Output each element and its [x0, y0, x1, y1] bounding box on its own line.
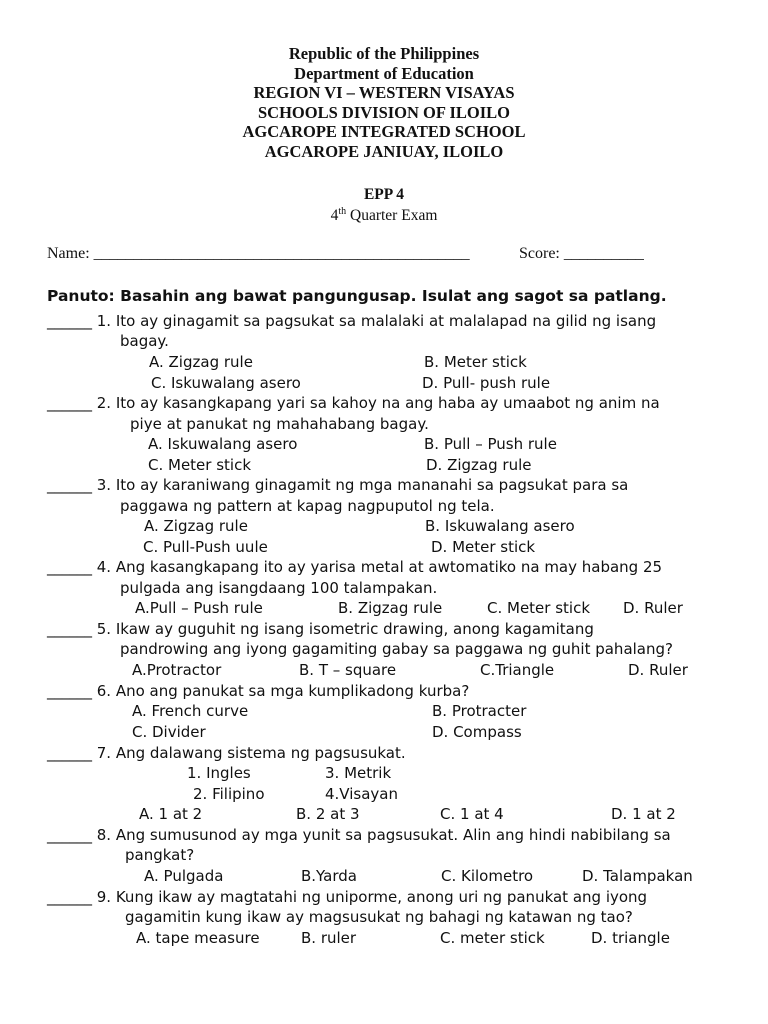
question-1-text-cont: bagay.: [120, 332, 169, 350]
exam-quarter: [0, 206, 768, 225]
question-8-option-a: A. Pulgada: [144, 867, 224, 885]
question-7-option-a: A. 1 at 2: [139, 805, 203, 823]
header-division: SCHOOLS DIVISION OF ILOILO: [258, 102, 510, 122]
question-4-option-a: A.Pull – Push rule: [135, 599, 263, 617]
question-7-choice-1: 1. Ingles: [187, 764, 251, 782]
question-3-text: ______ 3. Ito ay karaniwang ginagamit ng mga mananahi sa pagsukat para sa: [47, 476, 629, 494]
directions: Panuto: Basahin ang bawat pangungusap. Isulat ang sagot sa patlang.: [47, 287, 667, 305]
exam-subject: EPP 4: [363, 186, 405, 203]
question-7-option-c: C. 1 at 4: [440, 805, 504, 823]
quarter-number: 4: [330, 207, 339, 225]
question-5-option-c: C.Triangle: [480, 661, 555, 679]
question-7-choice-2: 2. Filipino: [193, 785, 265, 803]
question-8-option-b: B.Yarda: [301, 867, 357, 885]
question-6-text: ______ 6. Ano ang panukat sa mga kumplikadong kurba?: [47, 682, 470, 700]
question-2-option-a: A. Iskuwalang asero: [148, 435, 298, 453]
header-address: AGCAROPE JANIUAY, ILOILO: [264, 141, 504, 161]
question-2-text-cont: piye at panukat ng mahahabang bagay.: [130, 415, 429, 433]
question-1-option-b: B. Meter stick: [424, 353, 527, 371]
question-5-option-a: A.Protractor: [132, 661, 222, 679]
question-8-option-c: C. Kilometro: [441, 867, 534, 885]
question-3-option-d: D. Meter stick: [431, 538, 536, 556]
question-4-option-d: D. Ruler: [623, 599, 683, 617]
question-2-option-b: B. Pull – Push rule: [424, 435, 557, 453]
question-9-option-c: C. meter stick: [440, 929, 545, 947]
question-7-text: ______ 7. Ang dalawang sistema ng pagsusukat.: [47, 744, 406, 762]
question-8-option-d: D. Talampakan: [582, 867, 693, 885]
question-4-option-b: B. Zigzag rule: [338, 599, 443, 617]
question-8-text: ______ 8. Ang sumusunod ay mga yunit sa pagsusukat. Alin ang hindi nabibilang sa: [47, 826, 671, 844]
question-3-option-a: A. Zigzag rule: [144, 517, 248, 535]
header-school: AGCAROPE INTEGRATED SCHOOL: [242, 122, 526, 142]
question-3-option-c: C. Pull-Push uule: [143, 538, 268, 556]
header-republic: Republic of the Philippines: [288, 44, 480, 63]
question-7-option-b: B. 2 at 3: [296, 805, 360, 823]
question-2-option-d: D. Zigzag rule: [426, 456, 532, 474]
question-4-text: ______ 4. Ang kasangkapang ito ay yarisa metal at awtomatiko na may habang 25: [47, 558, 663, 576]
question-2-option-c: C. Meter stick: [148, 456, 252, 474]
question-6-option-d: D. Compass: [432, 723, 522, 741]
question-9-text-cont: gagamitin kung ikaw ay magsusukat ng bahagi ng katawan ng tao?: [125, 908, 633, 926]
header-region: REGION VI – WESTERN VISAYAS: [253, 83, 515, 103]
question-4-text-cont: pulgada ang isangdaang 100 talampakan.: [120, 579, 438, 597]
school-header: [0, 44, 768, 162]
question-1-text: ______ 1. Ito ay ginagamit sa pagsukat sa malalaki at malalapad na gilid ng isang: [47, 312, 657, 330]
question-1-option-a: A. Zigzag rule: [149, 353, 253, 371]
question-7-option-d: D. 1 at 2: [611, 805, 676, 823]
question-5-text: ______ 5. Ikaw ay guguhit ng isang isometric drawing, anong kagamitang: [47, 620, 594, 638]
question-4-option-c: C. Meter stick: [487, 599, 591, 617]
question-3-option-b: B. Iskuwalang asero: [425, 517, 575, 535]
question-9-option-d: D. triangle: [591, 929, 670, 947]
question-5-option-d: D. Ruler: [628, 661, 688, 679]
quarter-suffix: th: [338, 206, 347, 217]
question-1-option-c: C. Iskuwalang asero: [151, 374, 301, 392]
question-7-choice-3: 3. Metrik: [325, 764, 392, 782]
question-3-text-cont: paggawa ng pattern at kapag nagpuputol ng tela.: [120, 497, 495, 515]
question-9-text: ______ 9. Kung ikaw ay magtatahi ng uniporme, anong uri ng panukat ang iyong: [47, 888, 648, 906]
question-1-option-d: D. Pull- push rule: [422, 374, 551, 392]
header-department: Department of Education: [294, 63, 474, 83]
question-9-option-a: A. tape measure: [136, 929, 260, 947]
score-field[interactable]: Score: __________: [519, 245, 644, 262]
question-9-option-b: B. ruler: [301, 929, 357, 947]
name-field[interactable]: Name: _______________________________________________: [47, 245, 470, 262]
question-8-text-cont: pangkat?: [125, 846, 195, 864]
question-6-option-a: A. French curve: [132, 702, 249, 720]
quarter-text: Quarter Exam: [346, 207, 438, 225]
question-6-option-c: C. Divider: [132, 723, 206, 741]
question-5-option-b: B. T – square: [299, 661, 397, 679]
question-6-option-b: B. Protracter: [432, 702, 527, 720]
question-7-choice-4: 4.Visayan: [325, 785, 398, 803]
question-5-text-cont: pandrowing ang iyong gagamiting gabay sa paggawa ng guhit pahalang?: [120, 640, 673, 658]
question-2-text: ______ 2. Ito ay kasangkapang yari sa kahoy na ang haba ay umaabot ng anim na: [47, 394, 660, 412]
